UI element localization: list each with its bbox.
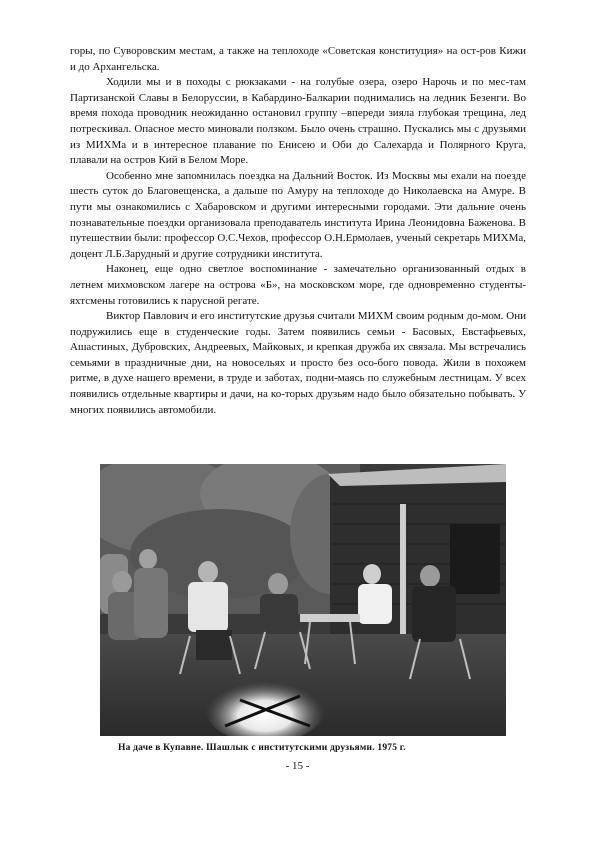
- paragraph-1: горы, по Суворовским местам, а также на теплоходе «Советская конституция» на ост-ров Кижи и до Архангельска.: [70, 45, 526, 73]
- paragraph-3: Особенно мне запомнилась поездка на Дальний Восток. Из Москвы мы ехали на поезде шесть суток до Благовещенска, а дальше по Амуру на теплоходе до Николаевска на Амуре. В пути мы ознакомились с Хабаровском и другими интересными городами. Эти дальние очень познавательные поездки организовала преподаватель института Ирина Леонидовна Баженова. В путешествии были: профессор О.С.Чехов, профессор О.Н.Ермолаев, ученый секретарь МИХМа, доцент Л.Б.Зарудный и другие сотрудники института.: [70, 169, 526, 260]
- paragraph-5: Виктор Павлович и его институтские друзья считали МИХМ своим родным до-мом. Они подружились еще в студенческие годы. Затем появились семьи - Басовых, Евстафьевых, Ашастиных, Дубровских, Андреевых, Майковых, и крепкая дружба их связала. Мы встречались семьями в праздничные дни, на новосельях и просто без осо-бого повода. Жили в похожем ритме, в духе нашего времени, в труде и заботах, подни-маясь по служебным лестницам. У всех появились отдельные квартиры и дачи, на ко-торых друзьям надо было обязательно побывать. У многих появились автомобили.: [70, 310, 526, 416]
- text-column: [70, 44, 526, 418]
- page-number: - 15 -: [285, 760, 310, 772]
- photo-caption: На даче в Купавне. Шашлык с институтскими друзьями. 1975 г.: [118, 743, 406, 753]
- paragraph-2: Ходили мы и в походы с рюкзаками - на голубые озера, озеро Нарочь и по мес-там Партизанской Славы в Белоруссии, в Кабардино-Балкарии поднимались на ледник Безенги. Во время похода проводник неожиданно остановил группу –впереди зияла глубокая трещина, лед потрескивал. Опасное место миновали ползком. Было очень страшно. Пускались мы с друзьями из МИХМа и в интересное плавание по Енисею и Оби до Салехарда и Полярного Круга, плавали на остров Кий в Белом Море.: [70, 76, 526, 167]
- paragraph-4: Наконец, еще одно светлое воспоминание - замечательно организованный отдых в летнем михмовском лагере на острова «Б», на московском море, где одновременно студенты-яхтсмены готовились к парусной регате.: [70, 263, 526, 307]
- group-photo: [100, 464, 506, 736]
